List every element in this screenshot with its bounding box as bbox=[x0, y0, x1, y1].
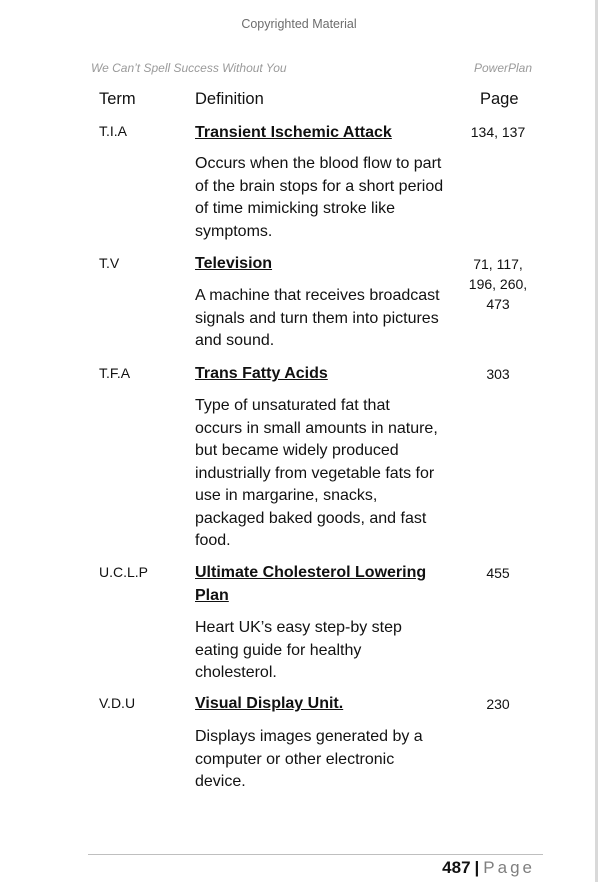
entry-term: T.F.A bbox=[99, 365, 131, 381]
entry-term: U.C.L.P bbox=[99, 564, 149, 580]
entry-definition: Type of unsaturated fat that occurs in small amounts in nature, but became widely produced industrially from vegetable fats for use in margarine, snacks, packaged baked goods, and fast food. bbox=[195, 397, 438, 549]
entry-pages: 303 bbox=[486, 366, 510, 382]
running-header-right: PowerPlan bbox=[473, 61, 532, 75]
entry-definition: Heart UK’s easy step-by step eating guide for healthy cholesterol. bbox=[195, 619, 402, 681]
entry-pages: 230 bbox=[486, 696, 510, 712]
running-header-left: We Can’t Spell Success Without You bbox=[91, 61, 287, 75]
copyright-watermark: Copyrighted Material bbox=[241, 17, 357, 31]
entry-pages: 455 bbox=[486, 565, 510, 581]
entry-name: Transient Ischemic Attack bbox=[195, 124, 392, 141]
entry-pages: 134, 137 bbox=[470, 124, 526, 140]
entry-name: Television bbox=[195, 255, 273, 272]
column-header-term: Term bbox=[99, 90, 136, 108]
column-header-page: Page bbox=[480, 90, 519, 108]
entry-name: Ultimate Cholesterol Lowering Plan bbox=[195, 564, 427, 604]
footer-separator: | bbox=[474, 858, 480, 877]
page-number: 487 bbox=[442, 858, 471, 877]
entry-term: V.D.U bbox=[99, 695, 136, 711]
entry-name: Trans Fatty Acids bbox=[195, 365, 328, 382]
entry-definition: Occurs when the blood flow to part of the brain stops for a short period of time mimicking stroke like symptoms. bbox=[195, 155, 444, 240]
footer-rule bbox=[88, 854, 543, 855]
entry-name: Visual Display Unit. bbox=[195, 695, 344, 712]
entry-definition: Displays images generated by a computer or other electronic device. bbox=[195, 728, 423, 790]
page-footer bbox=[442, 858, 535, 878]
entry-pages: 71, 117, 196, 260, 473 bbox=[468, 256, 528, 312]
entry-term: T.I.A bbox=[99, 123, 128, 139]
page-label: Page bbox=[483, 858, 535, 877]
entry-term: T.V bbox=[99, 255, 120, 271]
column-header-definition: Definition bbox=[195, 90, 264, 108]
entry-definition: A machine that receives broadcast signals and turn them into pictures and sound. bbox=[195, 287, 440, 349]
